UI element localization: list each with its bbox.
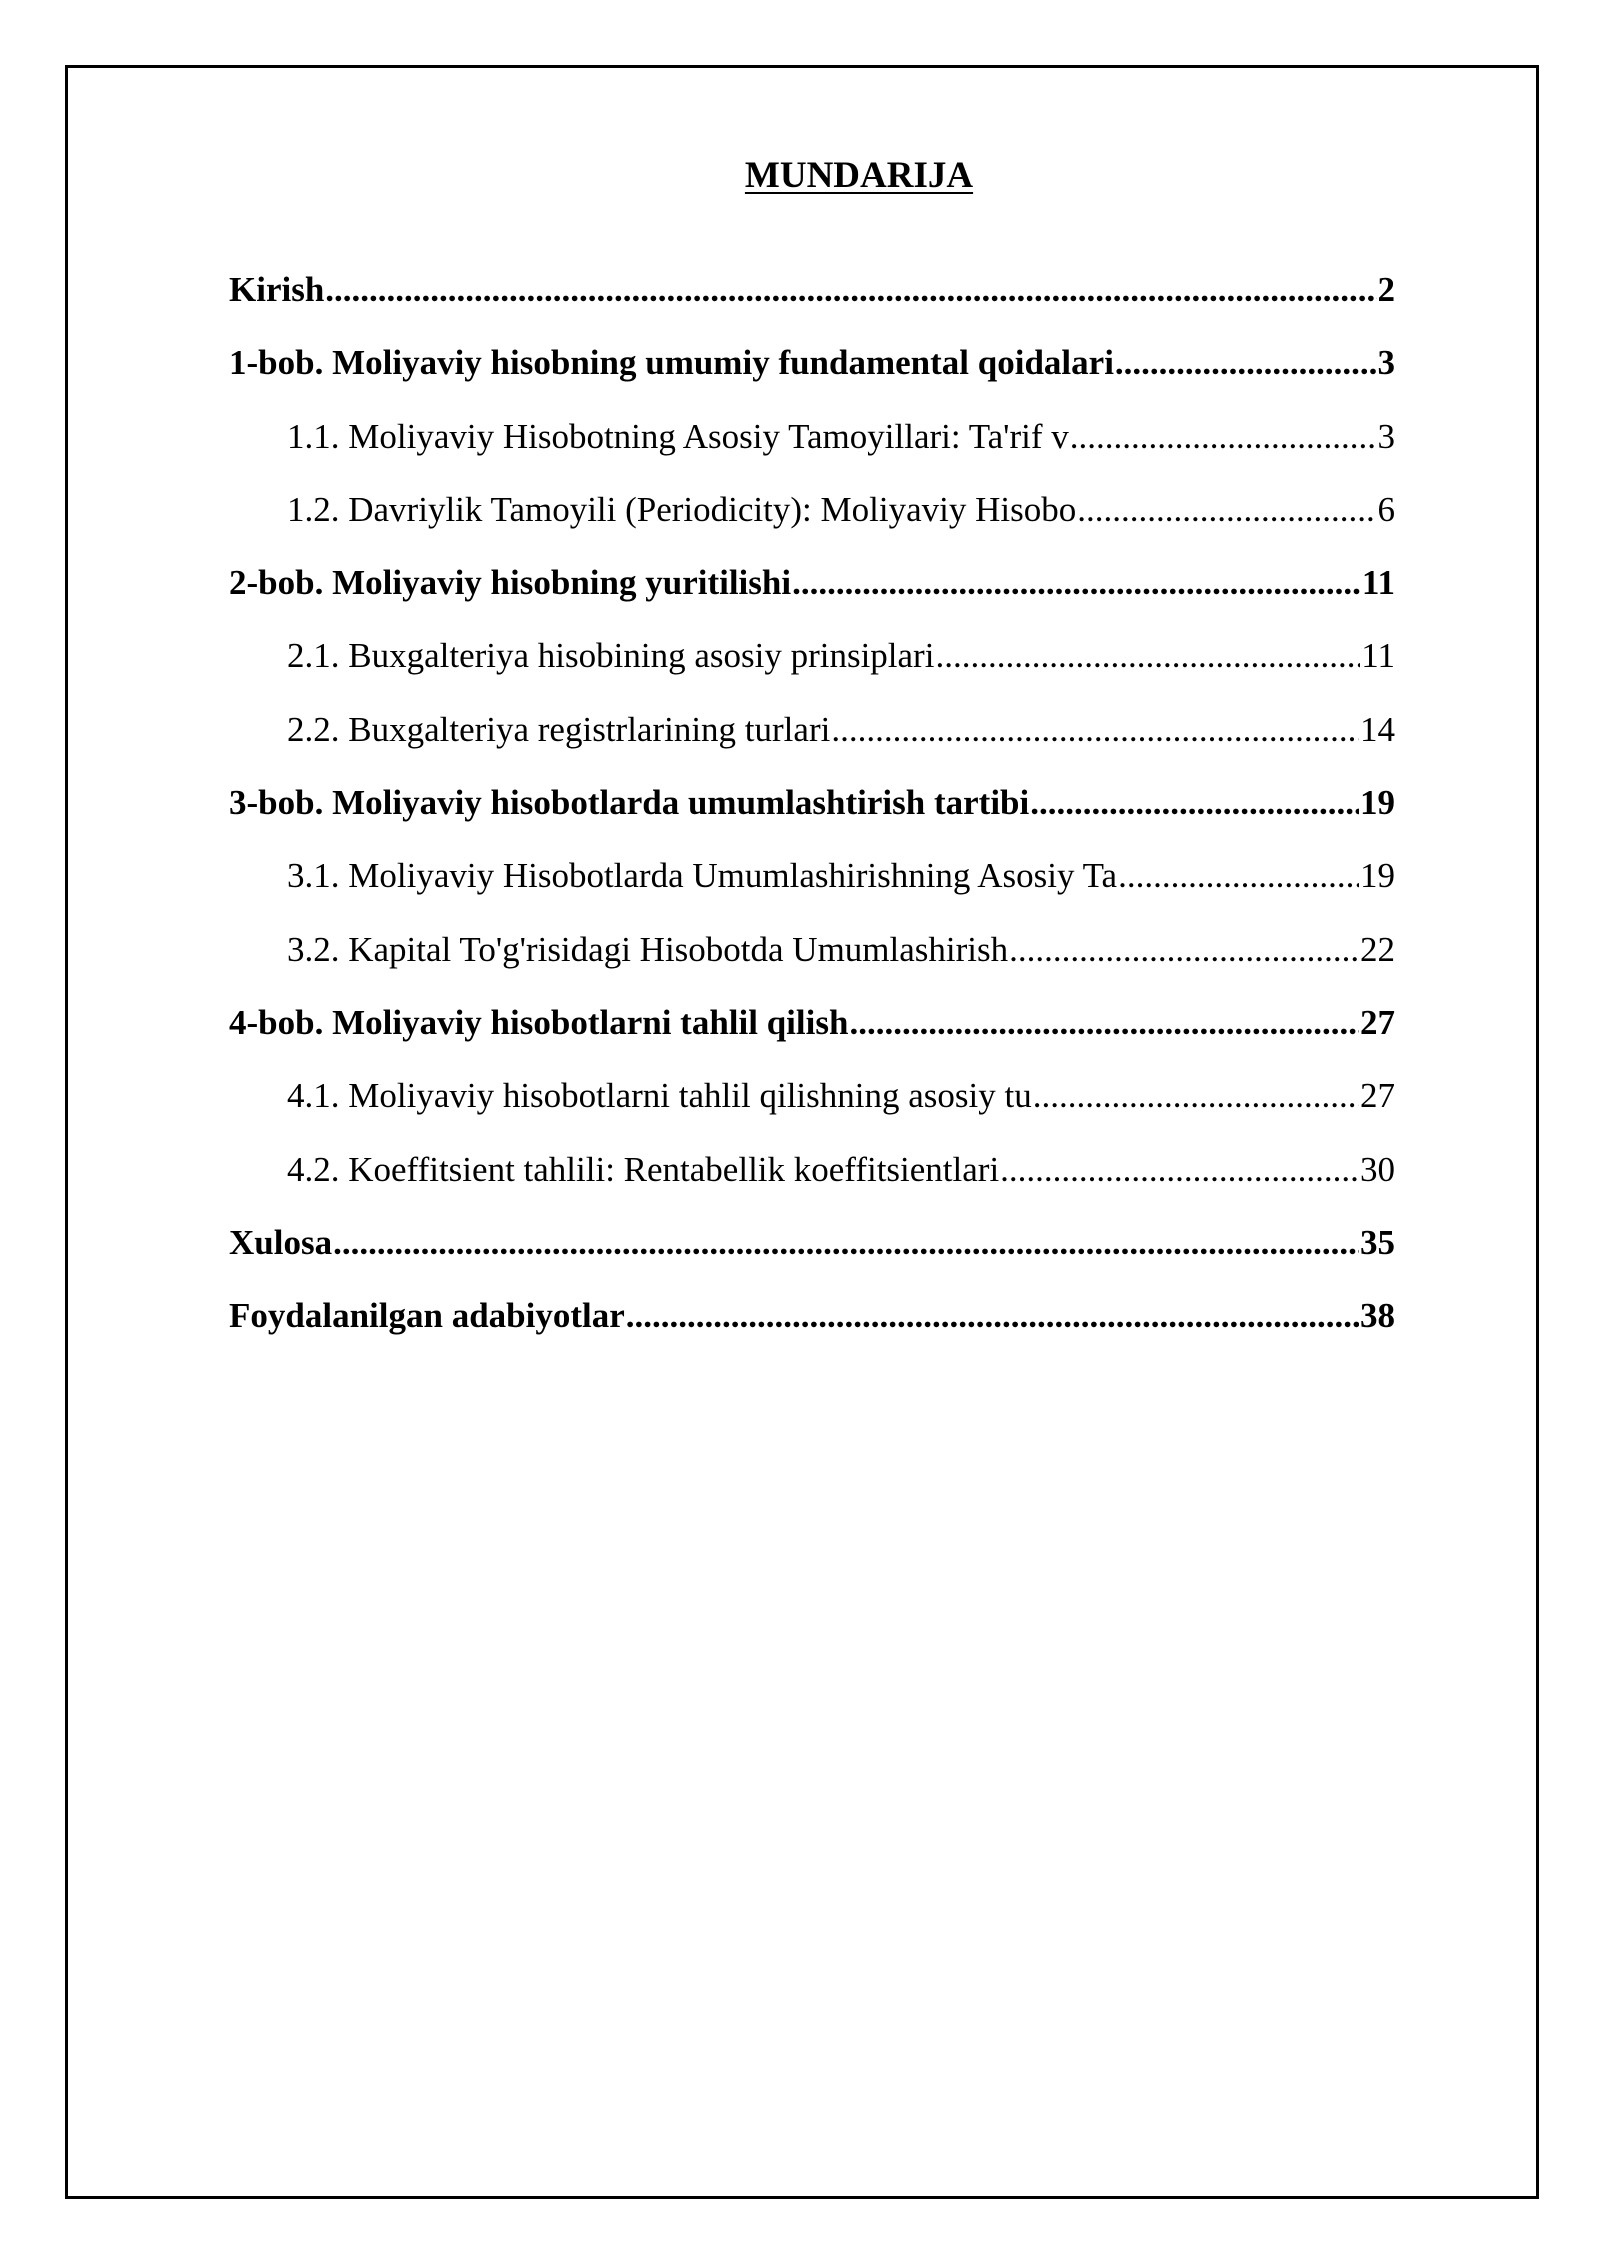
toc-entry-label: 1.2. Davriylik Tamoyili (Periodicity): Moliyaviy Hisobo (287, 489, 1077, 529)
toc-entry-xulosa[interactable] (229, 1217, 1395, 1290)
dot-leader (831, 704, 1359, 756)
toc-entry-page: 30 (1360, 1149, 1395, 1189)
toc-entry-label: 4.1. Moliyaviy hisobotlarni tahlil qilishning asosiy tu (287, 1076, 1032, 1116)
toc-entry-label: 4-bob. Moliyaviy hisobotlarni tahlil qilish (229, 1002, 849, 1042)
table-of-contents (229, 264, 1395, 1363)
dot-leader (1033, 1070, 1359, 1122)
toc-entry-section-1-1[interactable] (229, 411, 1395, 484)
toc-entry-page: 14 (1360, 709, 1395, 749)
toc-entry-label: 3.2. Kapital To'g'risidagi Hisobotda Umumlashirish (287, 929, 1009, 969)
toc-entry-page: 19 (1360, 783, 1395, 823)
toc-entry-section-2-1[interactable] (229, 630, 1395, 703)
toc-entry-page: 11 (1361, 636, 1395, 676)
toc-entry-section-1-2[interactable] (229, 484, 1395, 557)
dot-leader (325, 264, 1376, 316)
toc-entry-page: 27 (1360, 1076, 1395, 1116)
dot-leader (1115, 337, 1377, 389)
toc-entry-page: 2 (1377, 270, 1395, 309)
toc-entry-label: 3.1. Moliyaviy Hisobotlarda Umumlashirishning Asosiy Ta (287, 856, 1118, 896)
dot-leader (792, 557, 1361, 609)
toc-entry-page: 22 (1360, 929, 1395, 969)
toc-entry-kirish[interactable] (229, 264, 1395, 337)
dot-leader (1077, 484, 1376, 536)
toc-entry-label: 4.2. Koeffitsient tahlili: Rentabellik koeffitsientlari (287, 1149, 1000, 1189)
dot-leader (849, 997, 1359, 1049)
toc-entry-chapter-1[interactable] (229, 337, 1395, 410)
toc-entry-section-3-1[interactable] (229, 850, 1395, 923)
dot-leader (333, 1217, 1359, 1269)
toc-entry-chapter-2[interactable] (229, 557, 1395, 630)
toc-entry-page: 19 (1360, 856, 1395, 896)
dot-leader (1009, 924, 1359, 976)
toc-entry-label: Kirish (229, 270, 325, 309)
toc-entry-page: 38 (1360, 1296, 1395, 1336)
toc-entry-section-2-2[interactable] (229, 704, 1395, 777)
toc-title: MUNDARIJA (744, 155, 974, 196)
toc-entry-section-4-1[interactable] (229, 1070, 1395, 1143)
toc-entry-page: 3 (1377, 343, 1395, 383)
toc-entry-page: 35 (1360, 1222, 1395, 1262)
dot-leader (1070, 411, 1377, 463)
dot-leader (935, 630, 1360, 682)
toc-entry-label: 2-bob. Moliyaviy hisobning yuritilishi (229, 563, 792, 603)
toc-entry-label: 1.1. Moliyaviy Hisobotning Asosiy Tamoyillari: Ta'rif v (287, 416, 1069, 456)
dot-leader (1000, 1144, 1359, 1196)
toc-entry-page: 6 (1377, 489, 1395, 529)
dot-leader (1118, 850, 1359, 902)
toc-entry-page: 27 (1360, 1002, 1395, 1042)
toc-entry-references[interactable] (229, 1290, 1395, 1363)
toc-entry-chapter-4[interactable] (229, 997, 1395, 1070)
toc-entry-label: 1-bob. Moliyaviy hisobning umumiy fundamental qoidalari (229, 343, 1114, 383)
toc-entry-section-3-2[interactable] (229, 924, 1395, 997)
toc-entry-label: 2.2. Buxgalteriya registrlarining turlari (287, 709, 831, 749)
toc-entry-page: 11 (1361, 563, 1395, 603)
toc-entry-label: 3-bob. Moliyaviy hisobotlarda umumlashtirish tartibi (229, 783, 1030, 823)
toc-entry-label: 2.1. Buxgalteriya hisobining asosiy prinsiplari (287, 636, 935, 676)
toc-entry-label: Xulosa (229, 1222, 333, 1262)
toc-entry-page: 3 (1377, 416, 1395, 456)
toc-entry-chapter-3[interactable] (229, 777, 1395, 850)
dot-leader (1030, 777, 1359, 829)
toc-entry-label: Foydalanilgan adabiyotlar (229, 1296, 625, 1336)
dot-leader (626, 1290, 1359, 1342)
toc-entry-section-4-2[interactable] (229, 1144, 1395, 1217)
